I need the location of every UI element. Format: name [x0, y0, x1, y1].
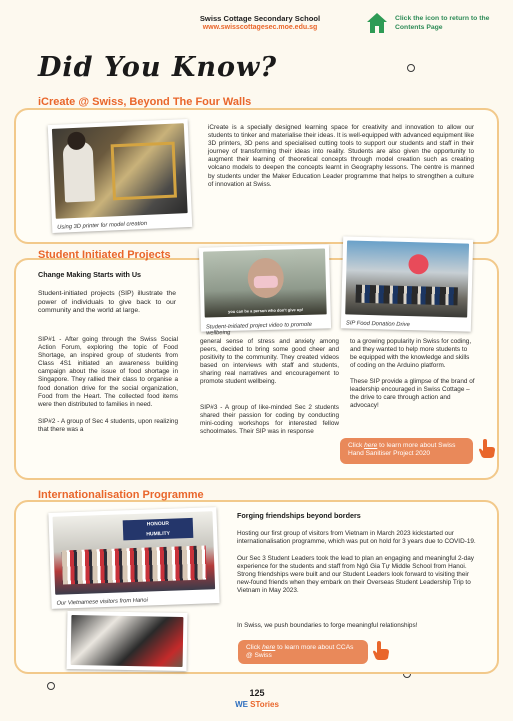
- icreate-caption: Using 3D printer for model creation: [57, 220, 148, 231]
- intl-body-2: Our Sec 3 Student Leaders took the lead to plan an engaging and meaningful 2-day experience for the students and staff from Ngô Gia Tự Middle School from Hanoi. Strong friendships were built and our Student Leaders look forward to visiting their new-found friends when they embark on their Overseas Student Leadership Trip to Vietnam in May 2023.: [237, 555, 474, 595]
- sip-para-3: general sense of stress and anxiety among peers, decided to bring some good cheer and positivity to the community. They created videos based on interviews with staff and students, sharing real narratives and encouragement to promote student wellbeing.: [200, 338, 339, 386]
- sip-learn-more-button[interactable]: Click here to learn more about Swiss Hand Sanitiser Project 2020: [340, 438, 473, 464]
- school-name: Swiss Cottage Secondary School: [199, 14, 321, 23]
- sip-para-2: SIP#2 - A group of Sec 4 students, upon realizing that there was a: [38, 418, 178, 434]
- page-number: 125: [249, 688, 265, 698]
- sip-here-link[interactable]: here: [364, 442, 378, 449]
- intl-heading: Internationalisation Programme: [38, 489, 204, 501]
- footer-brand: WE STories: [235, 700, 279, 709]
- pointing-hand-icon: [478, 438, 496, 458]
- intl-group-photo: [48, 507, 219, 609]
- intl-body-3: In Swiss, we push boundaries to forge meaningful relationships!: [237, 622, 418, 629]
- banner-line-2: HUMILITY: [146, 530, 171, 538]
- sip-donation-caption: SIP Food Donation Drive: [345, 320, 410, 329]
- sip-para-6: These SIP provide a glimpse of the brand of leadership encouraged in Swiss Cottage – the drive to care through action and advocacy!: [350, 378, 475, 410]
- icreate-heading: iCreate @ Swiss, Beyond The Four Walls: [38, 96, 252, 108]
- sip-para-1: SIP#1 - After going through the Swiss Social Action Forum, exploring the topic of Food Shortage, an inspired group of students from Class 4S1 initiated an awareness building campaign about the issue of food shortage in Singapore. They rallied their class to organise a food donation drive for the social organization, Food from the Heart. The collected food items were then distributed to families in need.: [38, 336, 178, 408]
- page-title: Did You Know?: [38, 52, 278, 83]
- intl-subheading: Forging friendships beyond borders: [237, 511, 361, 520]
- sip-heading: Student Initiated Projects: [38, 249, 171, 261]
- home-note: Click the icon to return to the Contents Page: [395, 15, 490, 31]
- sip-video-caption: Student-Initiated project video to promote wellbeing: [205, 321, 313, 337]
- icreate-body: iCreate is a specially designed learning space for creativity and innovation to allow our students to tinker and materialise their ideas. It is well-equipped with advanced equipment like 3D printers, 3D pens and specialised cutting tools to support our students and staff in their journey of transforming their ideas into reality. Students are also given the opportunity to augment their learning of theoretical concepts through model creation such as creating volcano models to deepen the concepts learnt in Geography lessons. The centre is manned by students under the Maker Education Leader programme that helps to strengthen a culture of innovation at Swiss.: [208, 124, 474, 188]
- intl-here-link[interactable]: here: [262, 644, 276, 651]
- decor-circle: [47, 682, 55, 690]
- decor-circle: [407, 64, 415, 72]
- banner-line-1: HONOUR: [146, 520, 170, 528]
- sip-subheading: Change Making Starts with Us: [38, 270, 142, 279]
- home-icon[interactable]: [366, 12, 388, 34]
- intl-group-caption: Our Vietnamese visitors from Hanoi: [56, 597, 148, 607]
- sip-para-5: to a growing popularity in Swiss for coding, and they wanted to help more students to be equipped with the knowledge and skills of coding on the Arduino platform.: [350, 338, 472, 370]
- sip-donation-photo: [341, 236, 473, 331]
- sip-intro: Student-initiated projects (SIP) illustrate the power of individuals to give back to our community and the world at large.: [38, 290, 176, 315]
- intl-activity-photo: [67, 611, 188, 671]
- intl-body-1: Hosting our first group of visitors from Vietnam in March 2023 kickstarted our internationalisation programme, which was put on hold for 3 years due to COVID-19.: [237, 530, 476, 546]
- sip-para-4: SIP#3 - A group of like-minded Sec 2 students shared their passion for coding by conducting mini-coding workshops for interested fellow schoolmates. Their SIP was in response: [200, 404, 339, 436]
- video-subtitle: you can be a person who don't give up!: [228, 307, 304, 314]
- intl-learn-more-button[interactable]: Click here to learn more about CCAs @ Swiss: [238, 640, 368, 664]
- school-url[interactable]: www.swisscottagesec.moe.edu.sg: [202, 24, 318, 31]
- sip-video-photo: [199, 244, 331, 337]
- icreate-photo: [48, 119, 193, 233]
- pointing-hand-icon: [372, 640, 390, 660]
